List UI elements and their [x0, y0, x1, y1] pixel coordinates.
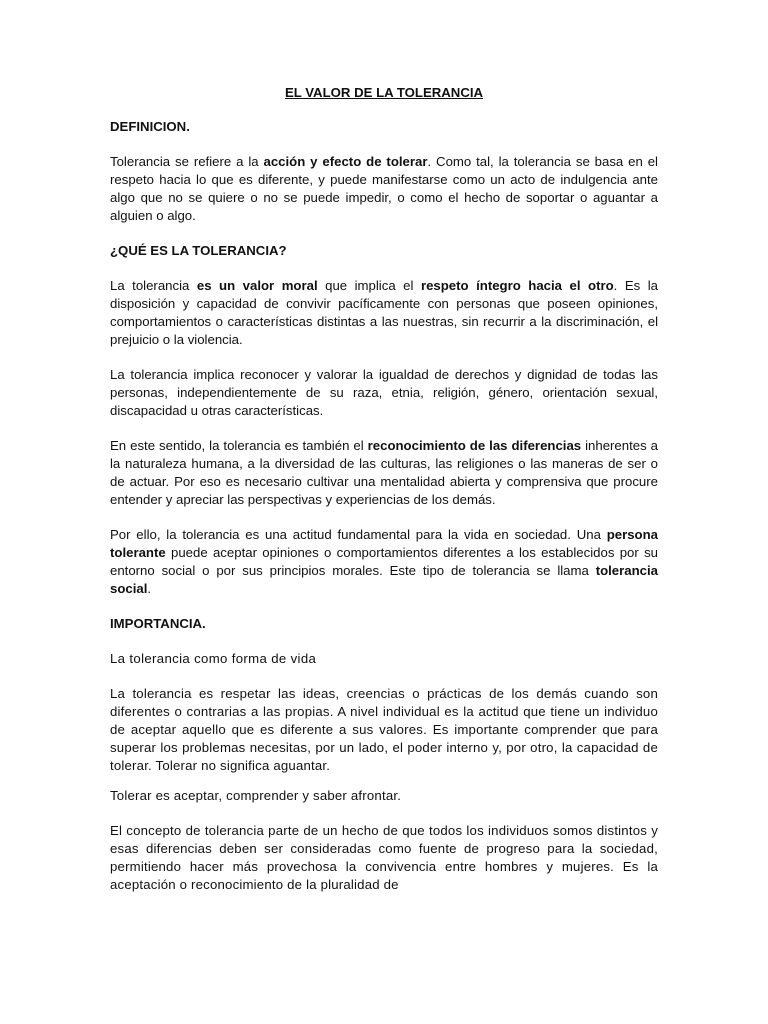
- paragraph-valor-moral: [110, 277, 658, 349]
- text-run: . Como tal, la tolerancia se basa en el respeto hacia lo que es diferente, y puede manifestarse como un acto de indulgencia ante algo que no se quiere o no se puede impedir, o como el hecho de soportar o aguantar a alguien o algo.: [110, 154, 658, 223]
- heading-definicion: DEFINICION.: [110, 119, 190, 134]
- paragraph-diferencias: [110, 437, 658, 509]
- paragraph-concepto: El concepto de tolerancia parte de un hecho de que todos los individuos somos distintos y esas diferencias deben ser consideradas como fuente de progreso para la sociedad, permitiendo hacer más provechosa la convivencia entre hombres y mujeres. Es la aceptación o reconocimiento de la pluralidad de: [110, 823, 658, 892]
- paragraph-respetar: La tolerancia es respetar las ideas, creencias o prácticas de los demás cuando son diferentes o contrarias a las propias. A nivel individual es la actitud que tiene un individuo de aceptar aquello que es diferente a sus valores. Es importante comprender que para superar los problemas necesitas, por un lado, el poder interno y, por otro, la capacidad de tolerar. Tolerar no significa aguantar.: [110, 686, 658, 773]
- text-run: La tolerancia: [110, 278, 197, 293]
- paragraph-tolerar-es-aceptar: Tolerar es aceptar, comprender y saber afrontar.: [110, 788, 402, 803]
- text-run: que implica el: [317, 278, 421, 293]
- text-run: puede aceptar opiniones o comportamientos diferentes a los establecidos por su entorno social o por sus principios morales. Este tipo de tolerancia se llama: [110, 545, 658, 578]
- heading-importancia: IMPORTANCIA.: [110, 616, 206, 631]
- text-run: Por ello, la tolerancia es una actitud fundamental para la vida en sociedad. Una: [110, 527, 607, 542]
- text-run: inherentes a la naturaleza humana, a la diversidad de las culturas, las religiones o las maneras de ser o de actuar. Por eso es necesario cultivar una mentalidad abierta y comprensiva que procure entender y apreciar las perspectivas y experiencias de los demás.: [110, 438, 659, 507]
- bold-text: reconocimiento de las diferencias: [367, 438, 582, 453]
- heading-que-es: ¿QUÉ ES LA TOLERANCIA?: [110, 243, 287, 258]
- subheading-forma-de-vida: La tolerancia como forma de vida: [110, 651, 317, 666]
- paragraph-sociedad: [110, 526, 658, 598]
- text-run: Tolerancia se refiere a la: [110, 154, 264, 169]
- bold-text: es un valor moral: [196, 278, 318, 293]
- bold-text: acción y efecto de tolerar: [263, 154, 428, 169]
- bold-text: tolerancia social: [110, 563, 658, 596]
- text-run: En este sentido, la tolerancia es también el: [110, 438, 368, 453]
- text-run: . Es la disposición y capacidad de convivir pacíficamente con personas que poseen opiniones, comportamientos o características distintas a las nuestras, sin recurrir a la discriminación, el prejuicio o la violencia.: [110, 278, 659, 347]
- document-page: [110, 84, 658, 911]
- document-title: EL VALOR DE LA TOLERANCIA: [284, 85, 484, 100]
- paragraph-igualdad: La tolerancia implica reconocer y valorar la igualdad de derechos y dignidad de todas las personas, independientemente de su raza, etnia, religión, género, orientación sexual, discapacidad u otras características.: [110, 367, 658, 418]
- bold-text: persona tolerante: [110, 527, 658, 560]
- bold-text: respeto íntegro hacia el otro: [420, 278, 614, 293]
- paragraph-definicion: [110, 153, 658, 225]
- text-run: .: [147, 581, 152, 596]
